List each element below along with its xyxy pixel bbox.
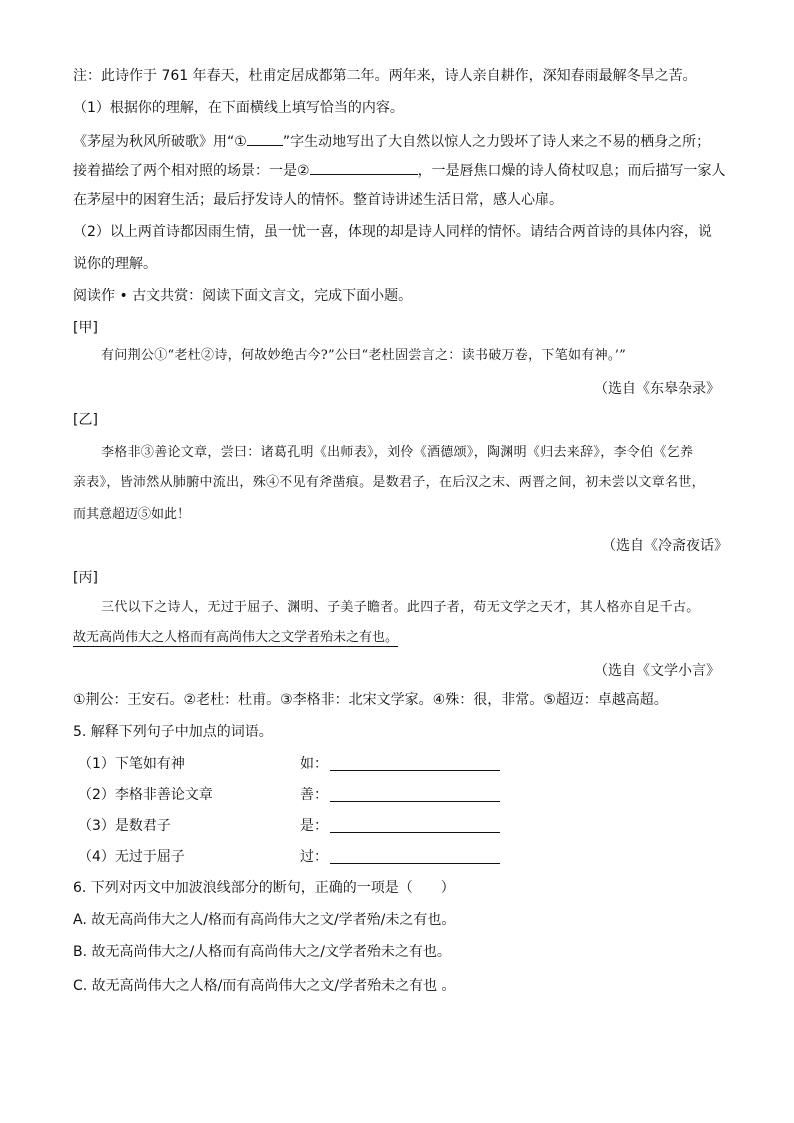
question-2-line-1: （2）以上两首诗都因雨生情，虽一忧一喜，体现的却是诗人同样的情怀。请结合两首诗的具体内容，说 bbox=[73, 224, 712, 240]
q6-option-c[interactable]: C. 故无高尚伟大之人格/而有高尚伟大之文/学者殆未之有也 。 bbox=[73, 978, 456, 994]
q5-item-3-answer-line[interactable] bbox=[330, 832, 500, 833]
bing-text-line-2 bbox=[73, 628, 398, 648]
q5-item-1-word: 如： bbox=[300, 756, 328, 772]
blank-2[interactable] bbox=[310, 160, 418, 175]
q5-item-2-sentence: （2）李格非善论文章 bbox=[78, 787, 213, 803]
fill-blank-line-3: 在茅屋中的困窘生活；最后抒发诗人的情怀。整首诗讲述生活日常，感人心扉。 bbox=[73, 192, 563, 208]
q5-item-1-sentence: （1）下笔如有神 bbox=[78, 756, 185, 772]
wavy-underlined-sentence: 故无高尚伟大之人格而有高尚伟大之文学者殆未之有也。 bbox=[73, 630, 399, 645]
q5-item-4-word: 过： bbox=[300, 849, 328, 865]
section-label-jia: [甲] bbox=[73, 320, 98, 336]
fill-blank-line-2: 接着描绘了两个相对照的场景：一是② ，一是唇焦口燥的诗人倚杖叹息；而后描写一家人 bbox=[73, 160, 726, 181]
blank-1[interactable] bbox=[247, 131, 283, 146]
bing-text-line-1: 三代以下之诗人，无过于屈子、渊明、子美子瞻者。此四子者，苟无文学之天才，其人格亦自足千古。 bbox=[101, 600, 700, 615]
yi-text-line-1: 李格非③善论文章，尝曰：诸葛孔明《出师表》，刘伶《酒德颂》，陶渊明《归去来辞》，李令伯《乞养 bbox=[101, 445, 694, 460]
q5-item-3-sentence: （3）是数君子 bbox=[78, 818, 171, 834]
jia-text: 有问荆公①“老杜②诗，何故妙绝古今?”公曰“老杜固尝言之：读书破万卷，下笔如有神。’” bbox=[101, 348, 627, 363]
question-2-line-2: 说你的理解。 bbox=[73, 256, 157, 272]
poem-note: 注：此诗作于 761 年春天，杜甫定居成都第二年。两年来，诗人亲自耕作，深知春雨最解冬旱之苦。 bbox=[73, 68, 697, 84]
fill-blank-line-1: 《茅屋为秋风所破歌》用“① ”字生动地写出了大自然以惊人之力毁坏了诗人来之不易的栖身之所； bbox=[73, 131, 710, 152]
question-5-title: 5. 解释下列句子中加点的词语。 bbox=[73, 724, 273, 740]
yi-text-line-2: 亲表》，皆沛然从肺腑中流出，殊④不见有斧凿痕。是数君子，在后汉之末、两晋之间，初未尝以文章名世， bbox=[73, 475, 705, 490]
yi-source: （选自《冷斋夜话》 bbox=[602, 538, 728, 554]
question-6-title: 6. 下列对丙文中加波浪线部分的断句，正确的一项是（ ） bbox=[73, 880, 455, 896]
yi-text-line-3: 而其意超迈⑤如此！ bbox=[73, 507, 191, 522]
q5-item-2-word: 善： bbox=[300, 787, 328, 803]
jia-source: （选自《东皋杂录》 bbox=[594, 381, 720, 397]
question-1-instruction: （1）根据你的理解，在下面横线上填写恰当的内容。 bbox=[73, 100, 404, 116]
q5-item-3-word: 是： bbox=[300, 818, 328, 834]
q5-item-4-sentence: （4）无过于屈子 bbox=[78, 849, 185, 865]
section-label-yi: [乙] bbox=[73, 412, 98, 428]
section-label-bing: [丙] bbox=[73, 570, 98, 586]
bing-source: （选自《文学小言》 bbox=[594, 663, 720, 679]
q5-item-4-answer-line[interactable] bbox=[330, 863, 500, 864]
q5-item-2-answer-line[interactable] bbox=[330, 801, 500, 802]
q5-item-1-answer-line[interactable] bbox=[330, 770, 500, 771]
footnotes: ①荆公：王安石。②老杜：杜甫。③李格非：北宋文学家。④殊：很，非常。⑤超迈：卓越高超。 bbox=[73, 692, 668, 708]
q6-option-a[interactable]: A. 故无高尚伟大之人/格而有高尚伟大之文/学者殆/未之有也。 bbox=[73, 912, 456, 928]
q6-option-b[interactable]: B. 故无高尚伟大之/人格而有高尚伟大之/文学者殆未之有也。 bbox=[73, 944, 451, 960]
reading-title: 阅读作 • 古文共赏：阅读下面文言文，完成下面小题。 bbox=[73, 288, 413, 304]
